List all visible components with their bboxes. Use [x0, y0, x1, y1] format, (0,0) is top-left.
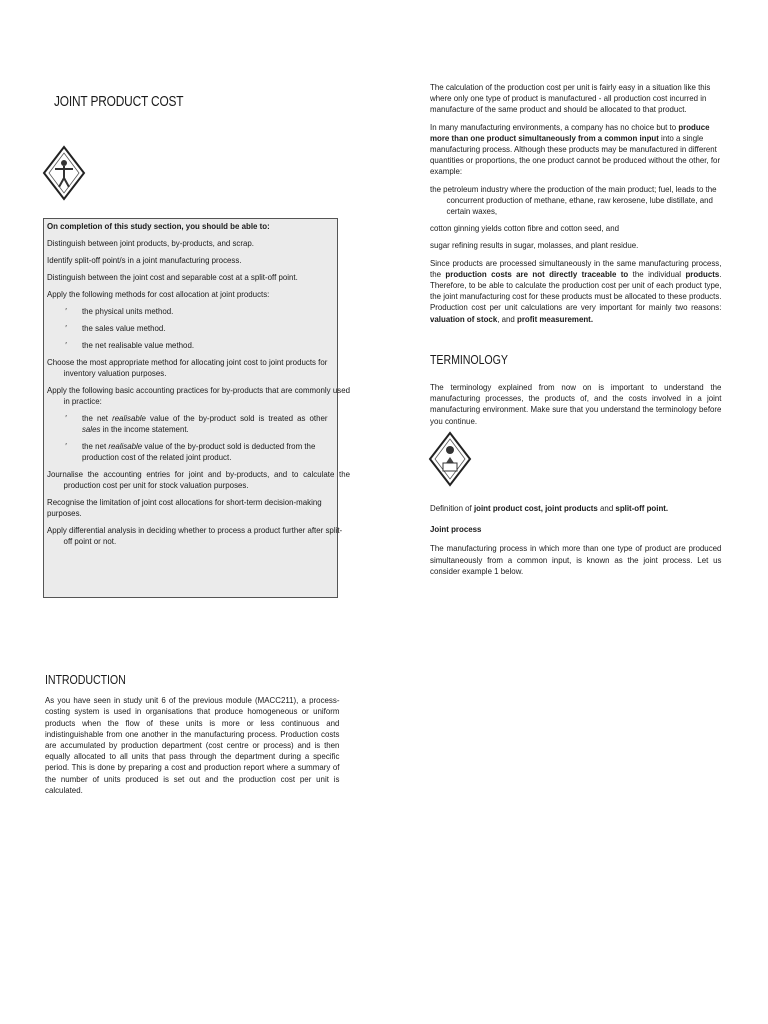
- example-item: the petroleum industry where the production of the main product; fuel, leads to the concurrent production of methane, ethane, raw kerosene, lube distillate, and certain waxes,: [430, 183, 717, 217]
- objective-item: Distinguish between the joint cost and separable cost at a split-off point.: [47, 272, 298, 282]
- example-item: cotton ginning yields cotton fibre and cotton seed, and: [430, 223, 620, 234]
- paragraph: The terminology explained from now on is important to understand the manufacturing processes, the products of, and the costs involved in a joint manufacturing environment. Make sure that you understand the terminology before you continue.: [430, 382, 722, 426]
- objective-item: Identify split-off point/s in a joint manufacturing process.: [47, 255, 242, 265]
- paragraph: In many manufacturing environments, a company has no choice but to produce more than one product simultaneously from a common input into a single manufacturing process. Although these products may be manufactured in different quantities or proportions, the one product cannot be produced without the other, for example:: [430, 121, 721, 177]
- objective-item: Apply the following methods for cost allocation at joint products:: [47, 289, 270, 299]
- objective-item: Apply the following basic accounting practices for by-products that are commonly used in practice:: [47, 385, 351, 406]
- right-column: [430, 82, 722, 331]
- paragraph: Since products are processed simultaneously in the same manufacturing process, the production costs are not directly traceable to the individual products. Therefore, to be able to calculate the production cost per unit of each product type, the joint manufacturing cost for these products must be allocated to these products. Production cost per unit calculations are very important for mainly two reasons: valuation of stock, and profit measurement.: [430, 257, 722, 324]
- objective-item: Recognise the limitation of joint cost allocations for short-term decision-making purposes.: [47, 497, 322, 518]
- bullet-mark: ′: [65, 414, 67, 423]
- terminology-heading: TERMINOLOGY: [430, 352, 508, 367]
- objective-subitem: ′ the physical units method.: [65, 306, 174, 316]
- example-item: sugar refining results in sugar, molasses, and plant residue.: [430, 240, 639, 251]
- terminology-section: [430, 382, 722, 433]
- figure-diamond-icon: [42, 145, 86, 201]
- introduction-section: [45, 674, 340, 796]
- reader-diamond-icon: [428, 431, 472, 487]
- objective-item: Journalise the accounting entries for joint and by-products, and to calculate the production cost per unit for stock valuation purposes.: [47, 469, 351, 490]
- introduction-text: As you have seen in study unit 6 of the previous module (MACC211), a process-costing system is used in organisations that produce homogeneous or uniform products when the flow of these units is more or less continuous and indistinguishable from one another in the manufacturing process. Production costs are accumulated by production department (cost centre or process) and is then equally allocated to all units that pass through the department during a specific period. This is done by preparing a cost and production report where a summary of the number of units produced is set out and the production cost per unit is calculated.: [45, 695, 340, 795]
- introduction-heading: INTRODUCTION: [45, 672, 126, 687]
- learning-outcomes-box: [43, 218, 351, 598]
- definition-line: Definition of joint product cost, joint products and split-off point.: [430, 503, 669, 513]
- bullet-mark: ′: [65, 324, 67, 333]
- objective-subitem: ′ the net realisable value method.: [65, 340, 195, 350]
- paragraph: The manufacturing process in which more than one type of product are produced simultaneously from a common input, is known as the joint process. Let us consider example 1 below.: [430, 543, 722, 576]
- objective-subitem: ′ the sales value method.: [65, 323, 166, 333]
- objective-item: Choose the most appropriate method for allocating joint cost to joint products for inventory valuation purposes.: [47, 357, 328, 378]
- bullet-mark: ′: [65, 307, 67, 316]
- objective-item: Apply differential analysis in deciding whether to process a product further after split-off point or not.: [47, 525, 343, 546]
- outcomes-heading: On completion of this study section, you should be able to:: [47, 221, 270, 231]
- page-title: JOINT PRODUCT COST: [54, 94, 184, 110]
- objective-subitem: ′ the net realisable value of the by-product sold is treated as other sales in the income statement.: [65, 413, 328, 434]
- joint-process-heading: Joint process: [430, 524, 482, 535]
- bullet-mark: ′: [65, 341, 67, 350]
- bullet-mark: ′: [65, 442, 67, 451]
- objective-item: Distinguish between joint products, by-products, and scrap.: [47, 238, 254, 248]
- definition-section: [430, 503, 722, 583]
- paragraph: The calculation of the production cost per unit is fairly easy in a situation like this where only one type of product is manufactured - all production cost incurred in manufacture of the same product and should be allocated to that product.: [430, 82, 711, 115]
- objective-subitem: ′ the net realisable value of the by-product sold is deducted from the production cost of the related joint product.: [65, 441, 316, 462]
